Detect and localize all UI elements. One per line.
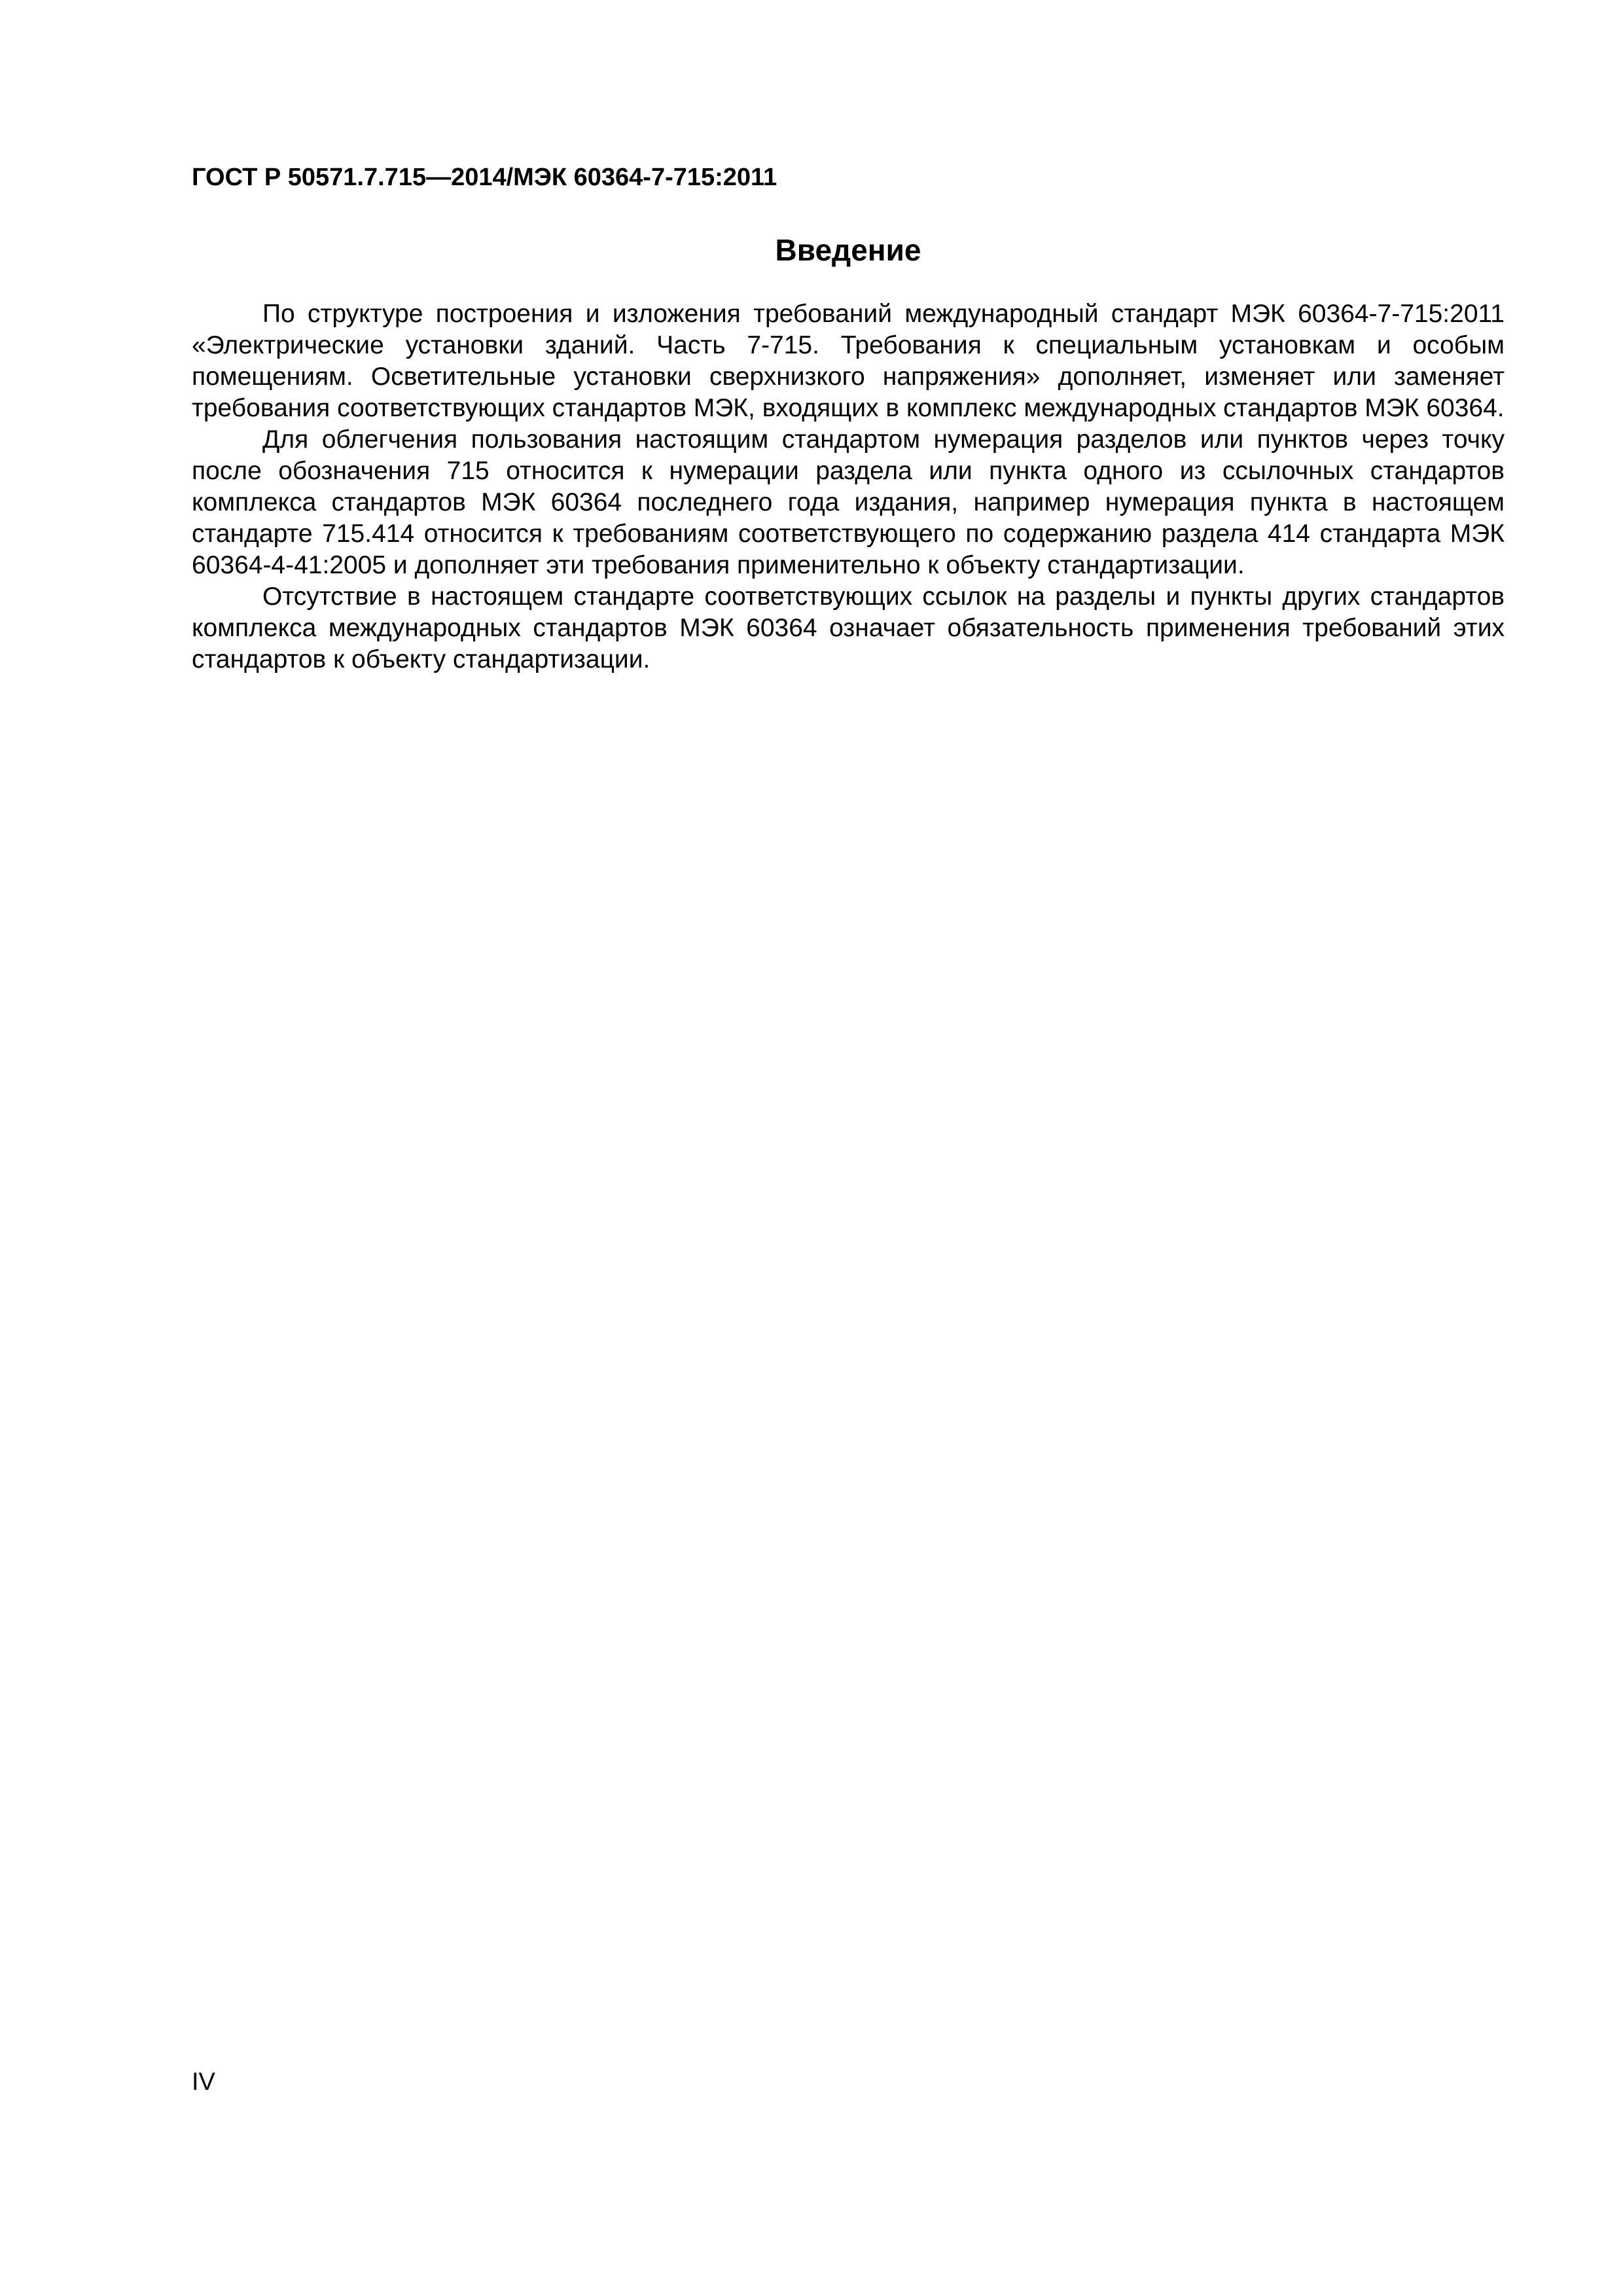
standard-designation: ГОСТ Р 50571.7.715—2014/МЭК 60364-7-715:2011 [192,164,777,191]
section-title: Введение [775,233,921,267]
paragraph-2: Для облегчения пользования настоящим стандартом нумерация разделов или пунктов через точку после обозначения 715 относится к нумерации раздела или пункта одного из ссылочных стандартов комплекса стандартов МЭК 60364 последнего года издания, например нумерация пункта в настоящем стандарте 715.414 относится к требованиям соответствующего по содержанию раздела 414 стандарта МЭК 60364-4-41:2005 и дополняет эти требования применительно к объекту стандартизации. [192,425,1505,579]
page-number: IV [192,2068,215,2096]
paragraph-3: Отсутствие в настоящем стандарте соответствующих ссылок на разделы и пункты других стандартов комплекса международных стандартов МЭК 60364 означает обязательность применения требований этих стандартов к объекту стандартизации. [192,583,1505,673]
section-body [192,298,1505,675]
paragraph-1: По структуре построения и изложения требований международный стандарт МЭК 60364-7-715:2011 «Электрические установки зданий. Часть 7-715. Требования к специальным установкам и особым помещениям. Осветительные установки сверхнизкого напряжения» дополняет, изменяет или заменяет требования соответствующих стандартов МЭК, входящих в комплекс международных стандартов МЭК 60364. [192,300,1505,422]
